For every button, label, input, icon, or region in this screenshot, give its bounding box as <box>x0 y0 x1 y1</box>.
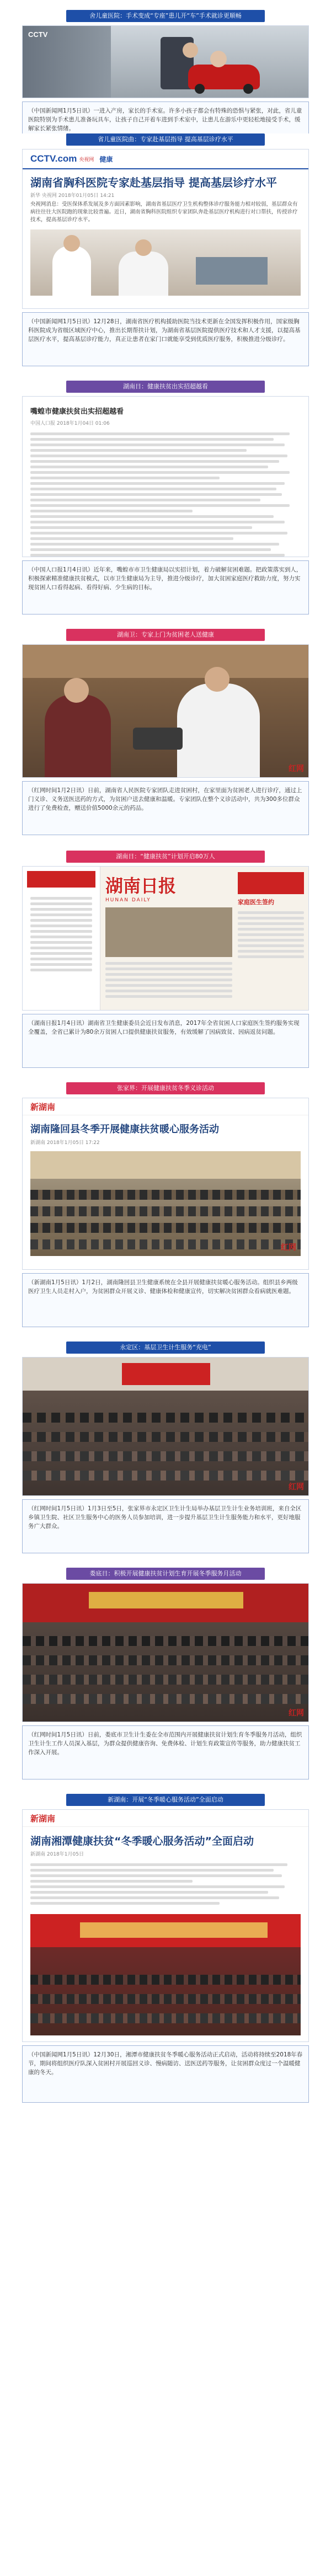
article-headline: 湖南省胸科医院专家赴基层指导 提高基层诊疗水平 <box>30 176 277 189</box>
channel-label: 健康 <box>99 155 113 163</box>
story-caption: （中国人口报1月4日讯）近年来，嘴蝗市市卫生健康局以实招计划，着力破解贫困难题。把政策落实到人，积极探索精准健康扶贫模式，以市卫生健康局为主导，推进分级诊疗，加大贫困家庭医疗救助力度，努力实现贫困人口看得起病、看得好病、少生病的目标。 <box>22 560 309 614</box>
article-photo <box>30 1151 301 1256</box>
doctor-visit-photo <box>22 644 309 778</box>
paper-masthead: 湖南日报 <box>105 875 177 896</box>
story-caption: （红网时间1月5日讯）1月3日至5日，张家界市永定区卫生计生局举办基层卫生计生业务培训班，来自全区乡镇卫生院、社区卫生服务中心的医务人员参加培训，进一步提升基层卫生计生服务能力和水平，更好地服务广大群众。 <box>22 1499 309 1553</box>
article-meta: 中国人口报 2018年1月04日 01:06 <box>30 421 110 426</box>
cctv-logo-sub: 央视网 <box>79 157 94 163</box>
xinhunan-article <box>22 1098 309 1270</box>
meeting-photo <box>22 1583 309 1722</box>
section-banner: 娄底日：积极开展健康扶贫计划生育开展冬季服务月活动 <box>66 1568 265 1580</box>
article-text-lines <box>23 427 308 557</box>
paper-masthead-en: HUNAN DAILY <box>105 897 151 903</box>
side-headline: 家庭医生签约 <box>238 899 274 906</box>
article-headline: 湖南湘潭健康扶贫“冬季暖心服务活动”全面启动 <box>30 1835 254 1847</box>
article-photo <box>30 1914 301 2035</box>
cctv-logo: CCTV <box>28 30 48 39</box>
training-photo <box>22 1357 309 1496</box>
story-caption: （中国新闻网1月5日讯）一进入产房，家长的手术室。许多小孩子都会有特殊的恐惧与紧张，对此，省儿童医院特别为手术患儿准备玩具车，让孩子自己开着车进到手术室中，让患儿在游乐中更轻松地接受手术，缓解家长紧张情绪。 <box>22 101 309 133</box>
story-8 <box>0 1568 331 1794</box>
section-banner: 湖南日：健康扶贫出实招超越看 <box>66 381 265 393</box>
article-title: 嘴蝗市健康扶贫出实招超越看 <box>30 408 124 416</box>
story-6 <box>0 1082 331 1342</box>
section-banner: 新湖南：开展“冬季暖心服务活动”全面启动 <box>66 1794 265 1806</box>
story-caption: （湖南日报1月4日讯）湖南省卫生健康委员会近日发布消息，2017年全省贫困人口家庭医生签约服务实现全覆盖，全省已累计为80余万贫困人口提供健康扶贫服务，有效缓解了因病致贫、因病返贫问题。 <box>22 1014 309 1068</box>
section-banner: 湖南卫：专家上门为贫困老人送健康 <box>66 629 265 641</box>
watermark-stamp: 红网 <box>289 1483 304 1492</box>
story-2 <box>0 133 331 381</box>
newspaper-page <box>22 866 309 1011</box>
article-body: 央视网消息：受医保体系发展及多方面因素影响，湖南省基层医疗卫生机构整体诊疗服务能力相对较弱，基层群众有病往往往大医院跑的现象比较普遍。近日，湖南省胸科医院组织专家团队奔赴基层医疗机构进行对口帮扶，传授诊疗技术，提高基层诊疗水平。 <box>30 201 298 223</box>
newspaper-article <box>22 396 309 557</box>
section-banner: 湖南日：“健康扶贫”计划开启80万人 <box>66 851 265 863</box>
watermark-stamp: 红网 <box>289 765 304 773</box>
section-banner: 张家界：开展健康扶贫冬季义诊活动 <box>66 1082 265 1094</box>
xinhunan-article-2 <box>22 1809 309 2042</box>
story-caption: （红网时间1月2日讯）日前，湖南省人民医院专家团队走进贫困村，在家里面为贫困老人进行诊疗，通过上门义诊、义务送医送药的方式，为贫困户送去健康和温暖。专家团队在整个义诊活动中，共为300多位群众进行了免费检查，赠送价值5000余元的药品。 <box>22 781 309 835</box>
story-9 <box>0 1794 331 2118</box>
hospital-photo <box>22 25 309 98</box>
article-meta: 新湖南 2018年1月05日 17:22 <box>30 1140 100 1146</box>
story-caption: （红网时间1月5日讯）日前，娄底市卫生计生委在全市范围内开展健康扶贫计划生育冬季服务月活动，组织卫生计生工作人员深入基层，为群众提供健康咨询、免费体检、计划生育政策宣传等服务，助力健康扶贫工作深入开展。 <box>22 1725 309 1779</box>
story-1 <box>0 0 331 133</box>
watermark-stamp: 红网 <box>281 1243 296 1252</box>
story-caption: （中国新闻网1月5日讯）12月28日，湖南省医疗机构援助医院当技术更新在全国发挥积极作用，国家级胸科医院成为省级区域医疗中心，推出长期帮扶计划，为湖南省基层医院提供医疗技术和人才支援，以提高基层医疗水平，提高基层诊疗能力，真正让患者在家门口就能享受到优质医疗服务，积极推进分级诊疗。 <box>22 312 309 366</box>
section-banner: 舍儿童医院：手术变成“专座”患儿开“车”手术就诊更顺畅 <box>66 10 265 22</box>
article-meta: 新湖南 2018年1月05日 <box>30 1852 84 1857</box>
story-7 <box>0 1342 331 1568</box>
section-banner: 省儿童医院曲：专家赴基层指导 提高基层诊疗水平 <box>66 133 265 146</box>
story-4 <box>0 629 331 851</box>
xinhunan-logo: 新湖南 <box>30 1814 56 1824</box>
cctv-article <box>22 149 309 309</box>
article-headline: 湖南隆回县冬季开展健康扶贫暖心服务活动 <box>30 1124 219 1135</box>
watermark-stamp: 红网 <box>289 1709 304 1718</box>
section-banner: 永定区：基层卫生计生服务“充电” <box>66 1342 265 1354</box>
article-text-lines <box>23 1858 308 1910</box>
story-3 <box>0 381 331 629</box>
article-photo <box>30 229 301 296</box>
article-meta: 新华 央视网 2018年01月05日 14:21 <box>30 193 115 199</box>
story-caption: （新湖南1月5日讯）1月2日，湖南隆回县卫生健康系统在全县开展健康扶贫暖心服务活动。组织县乡两级医疗卫生人员走村入户，为贫困群众开展义诊、健康体检和健康宣传，切实解决贫困群众看病就医难题。 <box>22 1273 309 1327</box>
cctv-com-logo: CCTV.com <box>30 153 77 164</box>
story-caption: （中国新闻网1月5日讯）12月30日，湘潭市健康扶贫冬季暖心服务活动正式启动，活动将持续至2018年春节，期间将组织医疗队深入贫困村开展巡回义诊、慢病随访、送医送药等服务，让贫困群众度过一个温暖健康的冬天。 <box>22 2045 309 2103</box>
xinhunan-logo: 新湖南 <box>30 1102 56 1112</box>
story-5 <box>0 851 331 1082</box>
